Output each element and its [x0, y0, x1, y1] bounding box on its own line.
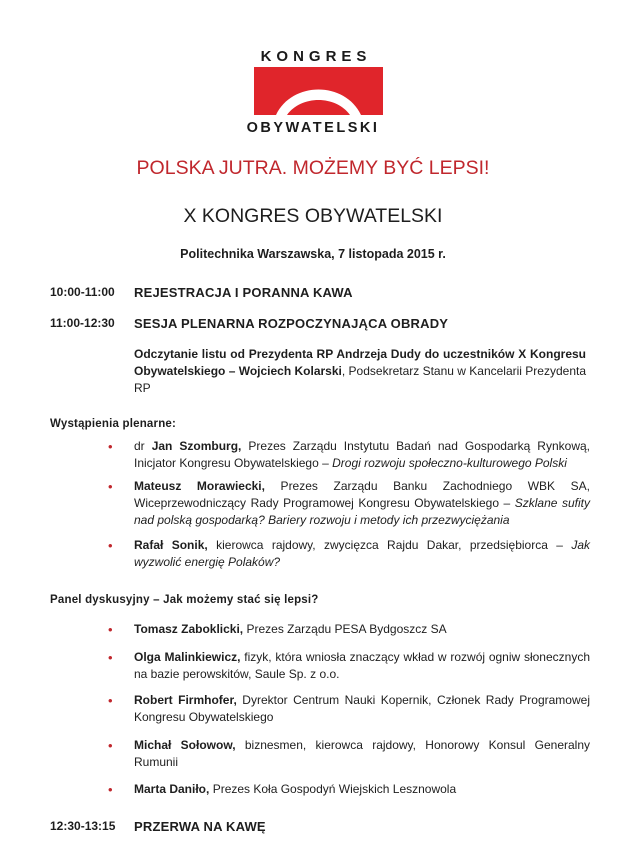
speaker-name: Jan Szomburg,: [151, 439, 242, 453]
opening-letter-speaker-role: , Podsekretarz Stanu w Kancelarii Prezydenta RP: [134, 364, 587, 395]
agenda-row: [50, 316, 448, 331]
speaker-name: Mateusz Morawiecki,: [134, 479, 265, 493]
panel-item: [108, 621, 590, 638]
event-location-date: Politechnika Warszawska, 7 listopada 2015 r.: [180, 247, 446, 261]
agenda-time: 12:30-13:15: [50, 819, 116, 833]
panelist-name: Michał Sołowow,: [134, 738, 236, 752]
bullet-icon: •: [108, 538, 113, 553]
agenda-row: [50, 819, 266, 834]
agenda-time: 11:00-12:30: [50, 316, 115, 330]
speaker-name: Rafał Sonik,: [134, 538, 208, 552]
panel-item: [108, 649, 590, 683]
logo-bottom-text: OBYWATELSKI: [246, 120, 380, 136]
panelist-description: biznesmen, kierowca rajdowy, Honorowy Konsul Generalny Rumunii: [134, 738, 591, 769]
speech-topic: Drogi rozwoju społeczno-kulturowego Polski: [332, 456, 567, 470]
agenda-label: REJESTRACJA I PORANNA KAWA: [134, 285, 353, 300]
speaker-description: kierowca rajdowy, zwycięzca Rajdu Dakar, przedsiębiorca –: [207, 538, 572, 552]
speech-topic: Jak wyzwolić energię Polaków?: [134, 538, 590, 569]
bullet-icon: •: [108, 622, 113, 637]
bullet-icon: •: [108, 479, 113, 494]
speech-topic: Szklane sufity nad polską gospodarką? Bariery rozwoju i metody ich przezwyciężania: [134, 496, 590, 527]
agenda-row: [50, 285, 353, 300]
opening-letter: [134, 346, 586, 397]
logo-top-text: KONGRES: [260, 48, 372, 65]
motto-heading: POLSKA JUTRA. MOŻEMY BYĆ LEPSI!: [136, 157, 490, 179]
bullet-icon: •: [108, 782, 113, 797]
speaker-description: Prezes Zarządu Banku Zachodniego WBK SA, Wiceprzewodniczący Rady Programowej Kongresu Obywatelskiego –: [134, 479, 590, 510]
panel-heading: Panel dyskusyjny – Jak możemy stać się lepsi?: [50, 594, 319, 606]
speaker-description: Prezes Zarządu Instytutu Badań nad Gospodarką Rynkową, Inicjator Kongresu Obywatelskiego –: [134, 439, 590, 470]
agenda-label: PRZERWA NA KAWĘ: [134, 819, 266, 834]
plenary-item: [108, 438, 590, 472]
panelist-description: Dyrektor Centrum Nauki Kopernik, Członek Rady Programowej Kongresu Obywatelskiego: [134, 693, 590, 724]
panel-item: [108, 692, 590, 726]
speaker-title: dr: [134, 439, 152, 453]
panelist-name: Olga Malinkiewicz,: [134, 650, 241, 664]
panelist-name: Robert Firmhofer,: [134, 693, 237, 707]
panel-item: [108, 781, 590, 798]
agenda-time: 10:00-11:00: [50, 285, 115, 299]
panelist-description: Prezes Zarządu PESA Bydgoszcz SA: [243, 622, 447, 636]
bullet-icon: •: [108, 693, 113, 708]
bullet-icon: •: [108, 738, 113, 753]
panel-item: [108, 737, 590, 771]
panelist-description: Prezes Koła Gospodyń Wiejskich Lesznowola: [209, 782, 457, 796]
kongres-logo-icon: [254, 67, 383, 115]
panelist-name: Marta Daniło,: [134, 782, 210, 796]
plenary-heading: Wystąpienia plenarne:: [50, 418, 177, 430]
panelist-name: Tomasz Zaboklicki,: [134, 622, 244, 636]
opening-letter-title: Odczytanie listu od Prezydenta RP Andrzeja Dudy do uczestników X Kongresu Obywatelskiego – Wojciech Kolarski: [134, 347, 586, 378]
plenary-item: [108, 478, 590, 529]
plenary-item: [108, 537, 590, 571]
panelist-description: fizyk, która wniosła znaczący wkład w rozwój ogniw słonecznych na bazie perowskitów, Saule Sp. z o.o.: [134, 650, 591, 681]
page-title: X KONGRES OBYWATELSKI: [183, 205, 443, 227]
agenda-label: SESJA PLENARNA ROZPOCZYNAJĄCA OBRADY: [134, 316, 449, 331]
bullet-icon: •: [108, 650, 113, 665]
bullet-icon: •: [108, 439, 113, 454]
